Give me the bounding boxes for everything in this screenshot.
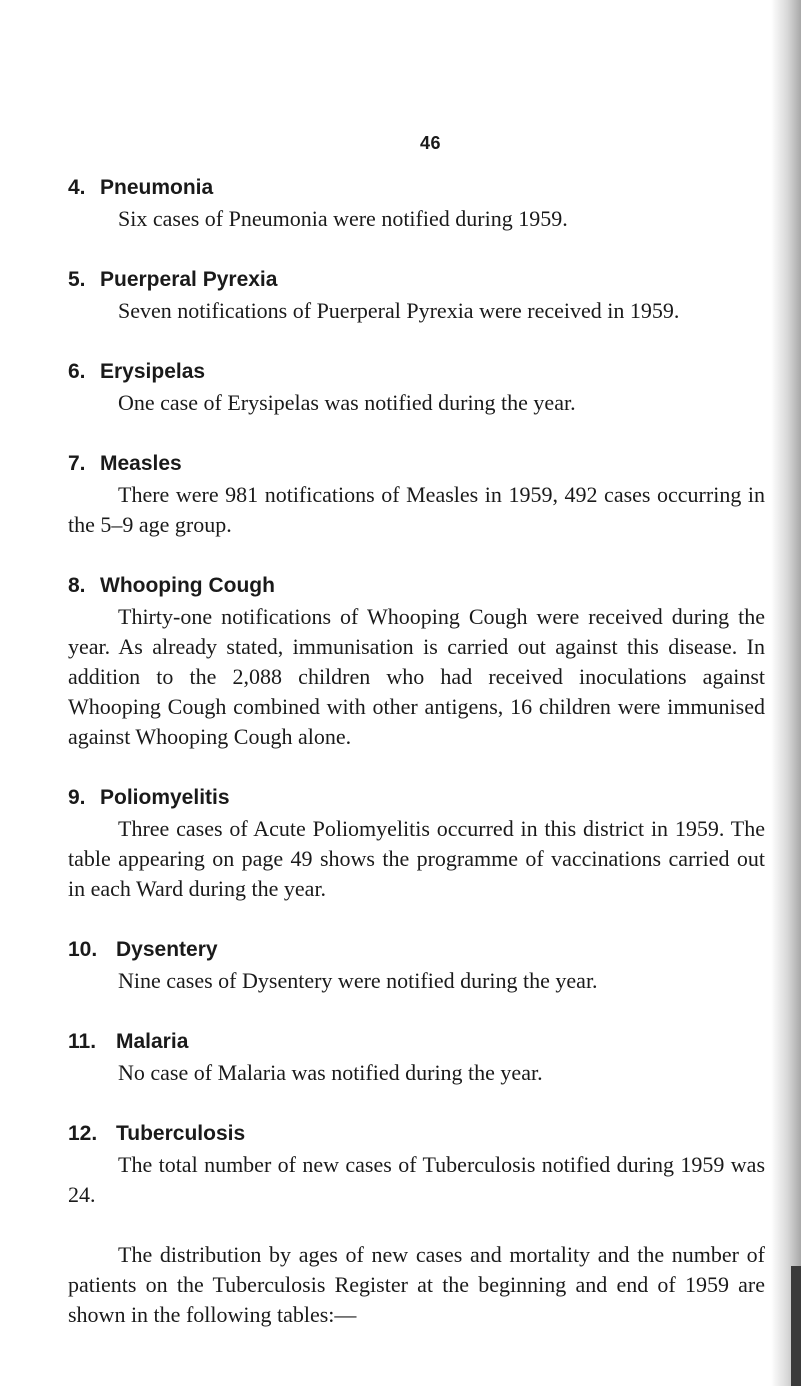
section-malaria [68,1026,765,1088]
page-edge-shadow [771,0,801,1386]
section-heading [68,1118,765,1150]
section-title: Tuberculosis [116,1122,246,1145]
section-heading [68,356,765,388]
section-paragraph: Six cases of Pneumonia were notified during 1959. [118,206,568,231]
section-paragraph: Three cases of Acute Poliomyelitis occurred in this district in 1959. The table appearing on page 49 shows the programme of vaccinations carried out in each Ward during the year. [68,816,765,901]
section-title: Puerperal Pyrexia [100,268,278,291]
section-title: Erysipelas [100,360,206,383]
section-number: 7. [68,452,86,475]
section-heading [68,934,765,966]
section-heading [68,264,765,296]
section-paragraph: There were 981 notifications of Measles in 1959, 492 cases occurring in the 5–9 age group. [68,482,765,537]
section-paragraph: Nine cases of Dysentery were notified during the year. [118,968,598,993]
section-heading [68,570,765,602]
section-number: 10. [68,938,98,961]
section-heading [68,448,765,480]
section-paragraph: The total number of new cases of Tuberculosis notified during 1959 was 24. [68,1152,765,1207]
section-heading [68,172,765,204]
section-number: 4. [68,176,86,199]
document-body [68,172,765,1360]
section-number: 6. [68,360,86,383]
section-paragraph: No case of Malaria was notified during the year. [118,1060,543,1085]
section-number: 9. [68,786,86,809]
section-tuberculosis [68,1118,765,1330]
section-whooping-cough [68,570,765,752]
section-pneumonia [68,172,765,234]
section-title: Measles [100,452,182,475]
section-paragraph: The distribution by ages of new cases and mortality and the number of patients on the Tuberculosis Register at the beginning and end of 1959 are shown in the following tables:— [68,1242,765,1327]
section-paragraph: Thirty-one notifications of Whooping Cough were received during the year. As already stated, immunisation is carried out against this disease. In addition to the 2,088 children who had received inoculations against Whooping Cough combined with other antigens, 16 children were immunised against Whooping Cough alone. [68,604,765,749]
page-number: 46 [420,133,442,153]
section-heading [68,782,765,814]
section-number: 8. [68,574,86,597]
section-paragraph: One case of Erysipelas was notified during the year. [118,390,576,415]
page-edge-dark-strip [791,1266,801,1386]
section-heading [68,1026,765,1058]
section-erysipelas [68,356,765,418]
section-title: Whooping Cough [100,574,275,597]
section-number: 12. [68,1122,98,1145]
section-title: Poliomyelitis [100,786,230,809]
section-puerperal-pyrexia [68,264,765,326]
section-measles [68,448,765,540]
section-title: Pneumonia [100,176,214,199]
section-title: Dysentery [116,938,218,961]
section-title: Malaria [116,1030,189,1053]
section-poliomyelitis [68,782,765,904]
section-number: 11. [68,1030,97,1053]
section-dysentery [68,934,765,996]
section-number: 5. [68,268,86,291]
section-paragraph: Seven notifications of Puerperal Pyrexia were received in 1959. [118,298,680,323]
